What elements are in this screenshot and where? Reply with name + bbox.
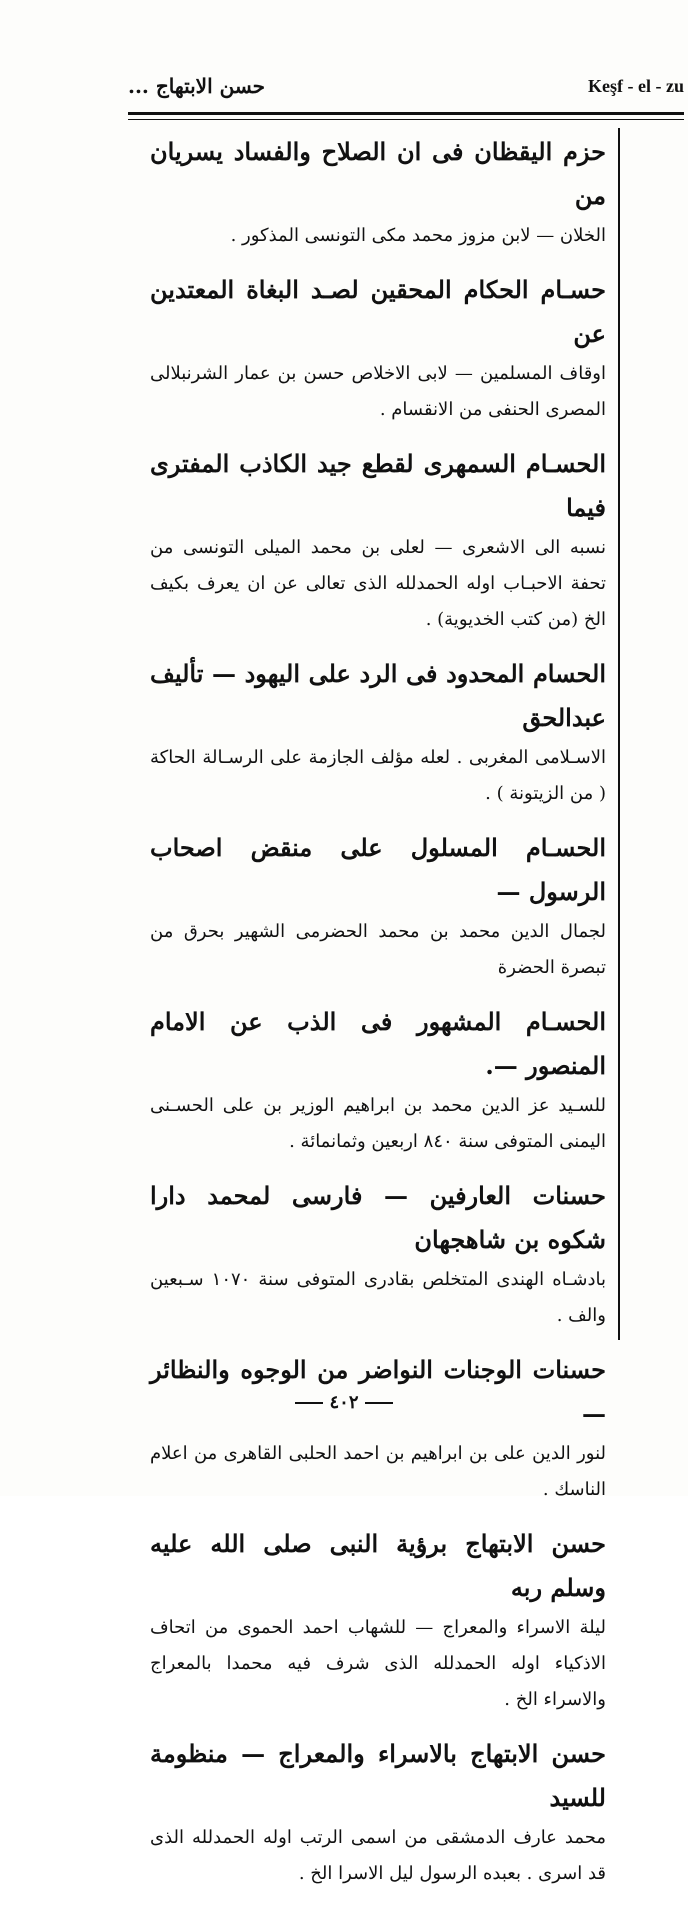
entry-description: بادشـاه الهندى المتخلص بقادرى المتوفى سنة ١٠٧٠ سـبعين والف . (150, 1269, 606, 1326)
entry-title: حسنات الوجنات النواضر من الوجوه والنظائر — (150, 1355, 606, 1428)
entry (150, 1174, 606, 1334)
entry-description: لجمال الدين محمد بن محمد الحضرمى الشهير بحرق من تبصرة الحضرة (150, 921, 606, 978)
page-number (0, 1392, 688, 1413)
entry (150, 1522, 606, 1718)
entry-title: الحسـام المشهور فى الذب عن الامام المنصور —. (150, 1007, 606, 1080)
entry (150, 130, 606, 254)
entry-description: اوقاف المسلمين — لابى الاخلاص حسن بن عمار الشرنبلالى المصرى الحنفى من الانقسام . (150, 363, 606, 420)
page-header (128, 74, 684, 106)
entry-title: حزم اليقظان فى ان الصلاح والفساد يسريان من (150, 137, 606, 210)
entry-description: محمد عارف الدمشقى من اسمى الرتب اوله الحمدلله الذى قد اسرى . بعبده الرسول ليل الاسرا الخ . (150, 1827, 606, 1884)
page-number-dash (365, 1402, 393, 1404)
margin-vertical-rule (618, 128, 620, 1340)
entry-title: الحسـام المسلول على منقض اصحاب الرسول — (150, 833, 606, 906)
entry-description: ليلة الاسراء والمعراج — للشهاب احمد الحموى من اتحاف الاذكياء اوله الحمدلله الذى شرف فيه محمدا بالمعراج والاسراء الخ . (150, 1617, 606, 1710)
entry (150, 652, 606, 812)
page-number-dash (295, 1402, 323, 1404)
entry-title: الحسام المحدود فى الرد على اليهود — تأليف عبدالحق (150, 659, 606, 732)
entry-title: حسن الابتهاج بالاسراء والمعراج — منظومة للسيد (150, 1739, 606, 1812)
entry-description: للسـيد عز الدين محمد بن ابراهيم الوزير بن على الحسـنى اليمنى المتوفى سنة ٨٤٠ اربعين وثمانمائة . (150, 1095, 606, 1152)
entry (150, 1732, 606, 1892)
entry (150, 268, 606, 428)
running-right-header: Keşf - el - zu (588, 76, 684, 96)
entry-title: حسن الابتهاج برؤية النبى صلى الله عليه وسلم ربه (150, 1529, 606, 1602)
entry-description: لنور الدين على بن ابراهيم بن احمد الحلبى القاهرى من اعلام الناسك . (150, 1443, 606, 1500)
entry (150, 826, 606, 986)
entry-title: حسنات العارفين — فارسى لمحمد دارا شكوه بن شاهجهان (150, 1181, 606, 1254)
running-title: حسن الابتهاج ... (128, 74, 266, 98)
header-rule-thin (128, 119, 684, 120)
entry-description: الاسـلامى المغربى . لعله مؤلف الجازمة على الرسـالة الحاكة ( من الزيتونة ) . (150, 747, 606, 804)
entry-title: الحسـام السمهرى لقطع جيد الكاذب المفترى فيما (150, 449, 606, 522)
page-number-text: ٤٠٢ (329, 1392, 359, 1413)
entry-title: حسـام الحكام المحقين لصـد البغاة المعتدين عن (150, 275, 606, 348)
entry-description: الخلان — لابن مزوز محمد مكى التونسى المذكور . (230, 225, 606, 246)
entry-description: نسبه الى الاشعرى — لعلى بن محمد الميلى التونسى من تحفة الاحبـاب اوله الحمدلله الذى تعالى عن ان يعرف بكيف الخ (من كتب الخديوية) . (150, 537, 606, 630)
entry (150, 442, 606, 638)
entry (150, 1000, 606, 1160)
entry (150, 1348, 606, 1508)
entries-list (150, 130, 606, 1906)
header-rule-thick (128, 112, 684, 115)
